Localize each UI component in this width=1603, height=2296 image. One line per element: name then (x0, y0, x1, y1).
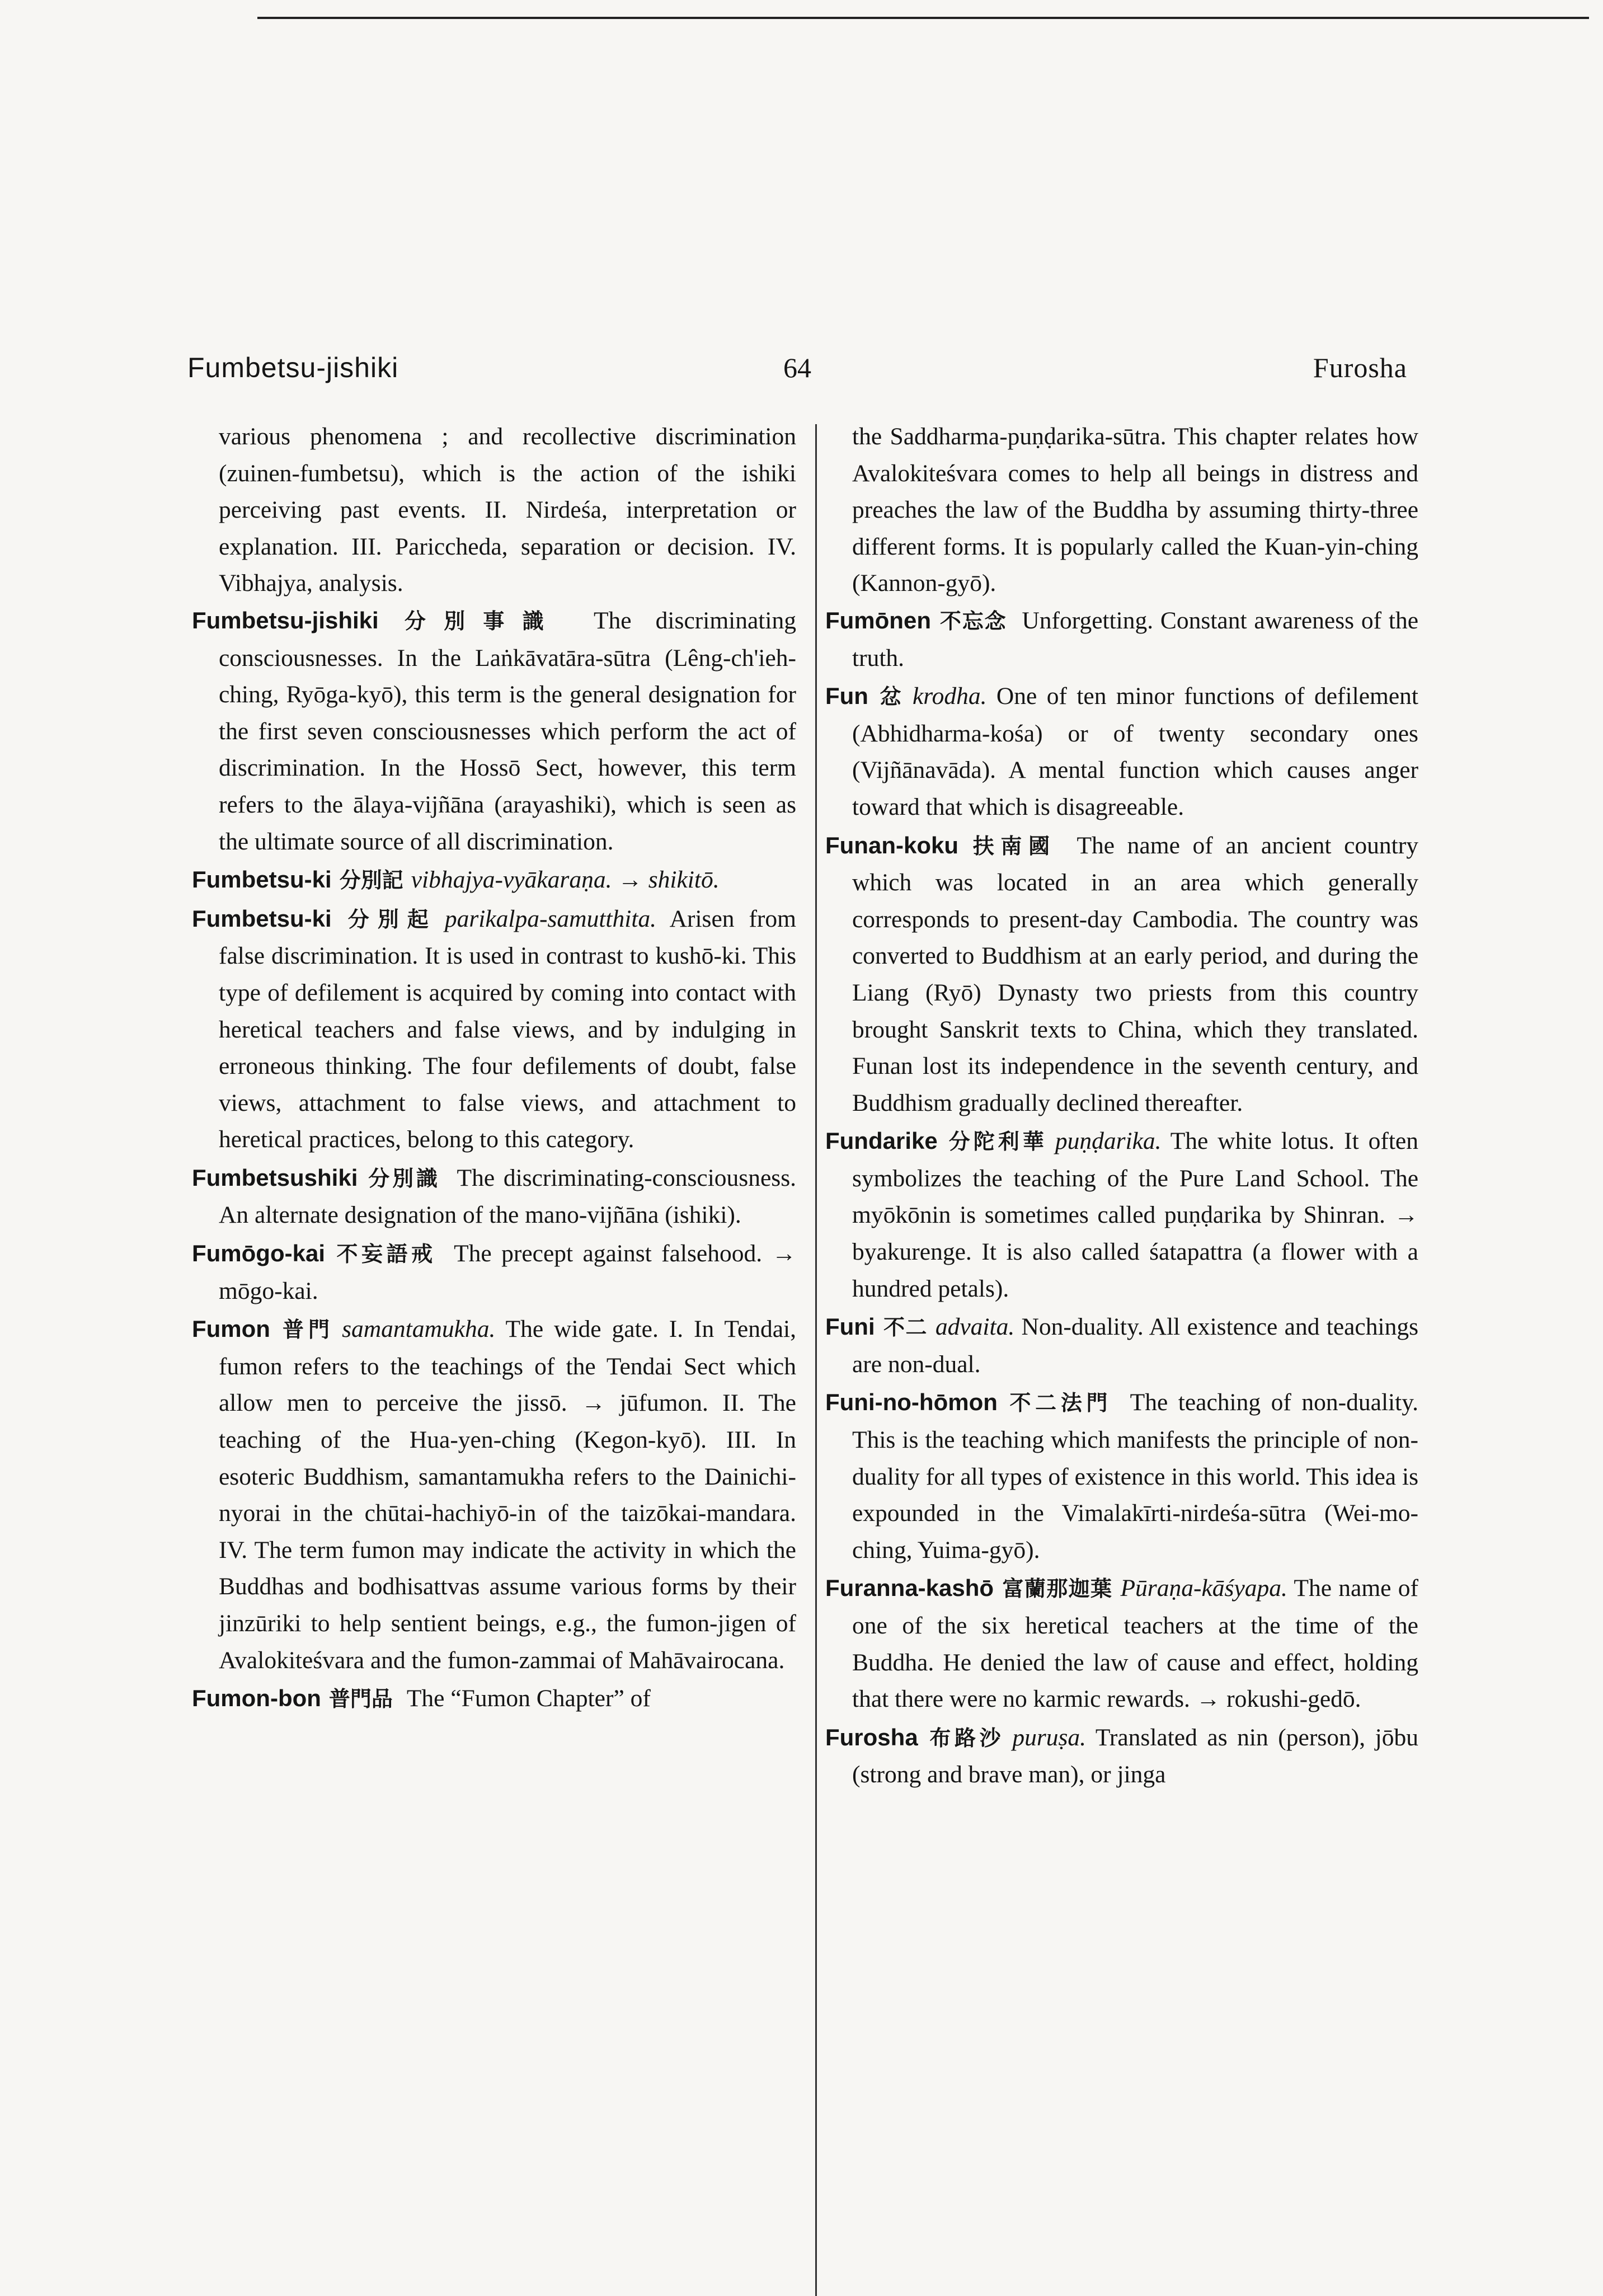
dictionary-entry (825, 1384, 1418, 1569)
header-left-guideword: Fumbetsu-jishiki (187, 352, 399, 383)
entry-kanji: 不二法門 (1005, 1391, 1112, 1416)
entry-headword: Fun (825, 683, 868, 710)
entry-definition: The discriminating-consciousness. An alternate designation of the mano-vijñāna (ishiki). (219, 1164, 796, 1229)
entry-sanskrit: advaita. (935, 1313, 1015, 1341)
dictionary-entry (825, 678, 1418, 825)
running-header (187, 351, 1407, 396)
dictionary-entry (825, 827, 1418, 1122)
entry-definition: The white lotus. It often symbolizes the teaching of the Pure Land School. The myōkōnin is sometimes called puṇḍarika by Shinran. → byakurenge. It is also called śatapattra (a flower with a hundred petals). (852, 1128, 1418, 1302)
entry-kanji: 不忘念 (938, 608, 1007, 633)
right-column (825, 419, 1418, 1795)
top-rule (257, 17, 1589, 19)
dictionary-entry (192, 1159, 796, 1234)
header-right-guideword: Furosha (1313, 352, 1407, 383)
entry-kanji: 普門品 (328, 1687, 393, 1712)
entry-definition: The name of one of the six heretical teachers at the time of the Buddha. He denied the law of cause and effect, holding that there were no karmic rewards. → rokushi-gedō. (852, 1575, 1418, 1713)
entry-headword: Fundarike (825, 1128, 938, 1154)
dictionary-entry (192, 1311, 796, 1679)
column-divider (815, 424, 817, 2296)
dictionary-entry (192, 900, 796, 1158)
entry-definition: The discriminating consciousnesses. In the Laṅkāvatāra-sūtra (Lêng-ch'ieh-ching, Ryōga-kyō), this term is the general designation for the first seven consciousnesses which perform the act of discrimination. In the Hossō Sect, however, this term refers to the ālaya-vijñāna (arayashiki), which is seen as the ultimate source of all discrimination. (219, 607, 796, 855)
entry-definition: The precept against falsehood. → mōgo-kai. (219, 1240, 797, 1304)
entry-headword: Funi (825, 1313, 875, 1340)
entry-kanji: 布路沙 (925, 1725, 1005, 1750)
entry-sanskrit: vibhajya-vyākaraṇa. (411, 866, 612, 894)
entry-headword: Fumon-bon (192, 1685, 321, 1712)
dictionary-entry (192, 1235, 796, 1309)
entry-kanji: 不妄語戒 (333, 1242, 436, 1267)
entry-kanji: 分別事識 (386, 608, 562, 633)
entry-definition: Translated as nin (person), jōbu (strong and brave man), or jinga (852, 1724, 1418, 1788)
entry-headword: Funan-koku (825, 832, 958, 858)
entry-definition: → shikitō. (618, 866, 720, 894)
dictionary-entry (825, 1123, 1418, 1307)
entry-headword: Fumbetsu-ki (192, 866, 332, 893)
entry-headword: Fumbetsu-jishiki (192, 607, 379, 633)
dictionary-entry (825, 602, 1418, 677)
entry-sanskrit: samantamukha. (342, 1316, 496, 1343)
entry-headword: Fumōnen (825, 607, 931, 633)
entry-headword: Furanna-kashō (825, 1575, 994, 1602)
entry-headword: Fumbetsushiki (192, 1164, 358, 1191)
entry-definition: The wide gate. I. In Tendai, fumon refers to the teachings of the Tendai Sect which allow men to perceive the jissō. → jūfumon. II. The teaching of the Hua-yen-ching (Kegon-kyō). III. In esoteric Buddhism, samantamukha refers to the Dainichi-nyorai in the chūtai-hachiyō-in of the taizōkai-mandara. IV. The term fumon may indicate the activity in which the Buddhas and bodhisattvas assume various forms by their jinzūriki to help sentient beings, e.g., the fumon-jigen of Avalokiteśvara and the fumon-zammai of Mahāvairocana. (219, 1316, 797, 1674)
entry-definition: Non-duality. All existence and teachings are non-dual. (852, 1313, 1418, 1378)
dictionary-entry (192, 861, 796, 899)
dictionary-entry (825, 1308, 1418, 1383)
entry-headword: Funi-no-hōmon (825, 1389, 998, 1416)
entry-kanji: 忿 (876, 684, 905, 710)
entry-sanskrit: Pūraṇa-kāśyapa. (1120, 1575, 1287, 1602)
entry-headword: Furosha (825, 1724, 918, 1750)
entry-kanji: 分別起 (339, 907, 437, 932)
entry-definition: Unforgetting. Constant awareness of the truth. (852, 607, 1418, 672)
dictionary-entry (192, 602, 796, 860)
entry-kanji: 普門 (278, 1317, 335, 1342)
entry-kanji: 不二 (882, 1315, 928, 1340)
dictionary-entry (825, 1570, 1418, 1717)
entry-definition: The teaching of non-duality. This is the teaching which manifests the principle of non-duality for all types of existence in this world. This idea is expounded in the Vimalakīrti-nirdeśa-sūtra (Wei-mo-ching, Yuima-gyō). (852, 1389, 1419, 1563)
dictionary-entry (192, 1680, 796, 1718)
entry-sanskrit: puruṣa. (1012, 1724, 1087, 1751)
entry-headword: Fumbetsu-ki (192, 905, 332, 932)
entry-sanskrit: krodha. (912, 683, 987, 710)
entry-definition: The “Fumon Chapter” of (406, 1685, 651, 1712)
dictionary-entry (825, 1719, 1418, 1793)
continued-text: the Saddharma-puṇḍarika-sūtra. This chapter relates how Avalokiteśvara comes to help all beings in distress and preaches the law of the Buddha by assuming thirty-three different forms. It is popularly called the Kuan-yin-ching (Kannon-gyō). (852, 423, 1418, 597)
continued-text: various phenomena ; and recollective discrimination (zuinen-fumbetsu), which is the action of the ishiki perceiving past events. II. Nirdeśa, interpretation or explanation. III. Paricchеda, separation or decision. IV. Vibhajya, analysis. (219, 423, 796, 597)
entry-sanskrit: puṇḍarika. (1055, 1128, 1162, 1155)
left-column (192, 419, 796, 1719)
page-number: 64 (783, 352, 811, 383)
entry-definition: Arisen from false discrimination. It is used in contrast to kushō-ki. This type of defilement is acquired by coming into contact with heretical teachers and false views, and by indulging in erroneous thinking. The four defilements of doubt, false views, attachment to false views, and attachment to heretical practices, belong to this category. (219, 905, 796, 1153)
entry-headword: Fumon (192, 1316, 270, 1342)
entry-kanji: 扶南國 (966, 833, 1056, 858)
entry-kanji: 分陀利華 (945, 1129, 1047, 1154)
entry-headword: Fumōgo-kai (192, 1240, 325, 1267)
entry-sanskrit: parikalpa-samutthita. (444, 905, 657, 932)
entry-kanji: 富蘭那迦葉 (1002, 1576, 1113, 1602)
entry-definition: One of ten minor functions of defilement (Abhidharma-kośa) or of twenty secondary ones (Vijñānavāda). A mental function which causes anger toward that which is disagreeable. (852, 683, 1418, 820)
entry-kanji: 分別識 (365, 1166, 440, 1191)
entry-definition: The name of an ancient country which was located in an area which generally corresponds to present-day Cambodia. The country was converted to Buddhism at an early period, and during the Liang (Ryō) Dynasty two priests from this country brought Sanskrit texts to China, which they translated. Funan lost its independence in the seventh century, and Buddhism gradually declined thereafter. (852, 832, 1418, 1116)
entry-kanji: 分別記 (339, 868, 403, 893)
